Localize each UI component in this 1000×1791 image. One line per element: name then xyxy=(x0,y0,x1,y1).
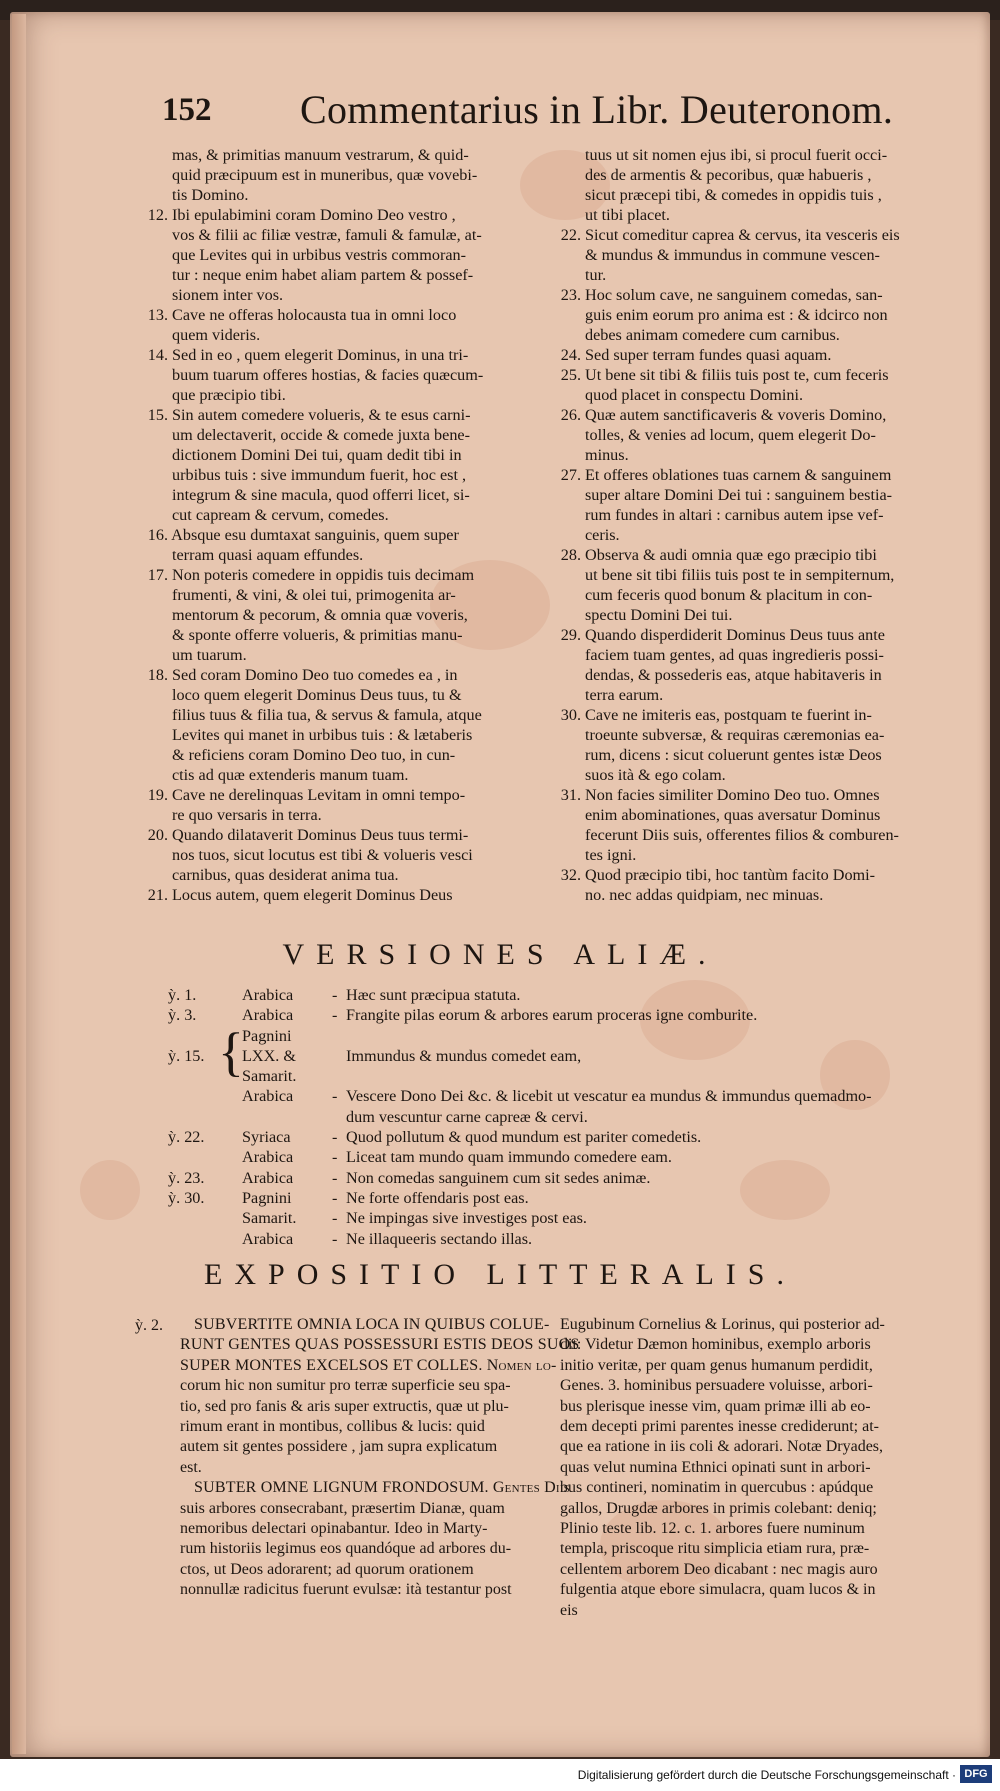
verse xyxy=(555,365,935,405)
text-line: fulgentia atque ebore simulacra, quam lucos & in xyxy=(560,1581,876,1599)
verse-line: tuus ut sit nomen ejus ibi, si procul fuerit occi- xyxy=(585,146,888,164)
verse-line: Sin autem comedere volueris, & te esus carni- xyxy=(172,406,471,424)
separator-dash: - xyxy=(332,1128,338,1147)
verse xyxy=(142,145,562,205)
verse-line: quem videris. xyxy=(172,326,261,344)
verse-line: Absque esu dumtaxat sanguinis, quem super xyxy=(171,526,459,544)
version-language: Arabica xyxy=(242,1087,294,1106)
verse-line: sionem inter vos. xyxy=(172,286,284,304)
separator-dash: - xyxy=(332,986,338,1004)
text-line: suis arbores consecrabant, præsertim Dianæ, quam xyxy=(180,1499,505,1517)
text-line: Genes. 3. hominibus persuadere voluisse, arbori- xyxy=(560,1377,873,1395)
verse-ref: ỳ. 3. xyxy=(168,1006,197,1025)
verse xyxy=(142,565,562,665)
verse-line: rum fundes in altari : carnibus autem ipse vef- xyxy=(585,506,884,524)
verse-number: 30. xyxy=(560,706,581,724)
text-line: SUBVERTITE OMNIA LOCA IN QUIBUS COLUE- xyxy=(194,1316,550,1333)
verse-line: rum, dicens : sicut coluerunt gentes istæ Deos xyxy=(585,746,882,764)
separator-dash: - xyxy=(332,1168,338,1187)
verse-line: dendas, & possederis eas, atque habitaveris in xyxy=(585,666,882,684)
verse xyxy=(555,545,935,625)
verse xyxy=(555,225,935,285)
running-head: Commentarius in Libr. Deuteronom. xyxy=(300,87,894,132)
text-line: est. xyxy=(180,1458,202,1476)
verse-line: que præcipio tibi. xyxy=(172,386,286,404)
verse-line: minus. xyxy=(585,446,629,464)
verse-line: terram quasi aquam effundes. xyxy=(172,546,364,564)
version-language: Arabica xyxy=(242,986,294,1004)
separator-dash: - xyxy=(332,1209,338,1228)
verse-line: carnibus, quas desiderat anima tua. xyxy=(172,866,399,884)
verse-line: frumenti, & vini, & olei tui, primogenita ar- xyxy=(172,586,456,604)
version-text: Non comedas sanguinem cum sit sedes animæ. xyxy=(346,1168,651,1187)
verse xyxy=(142,305,562,345)
verse-line: guis enim eorum pro anima est : & idcirco non xyxy=(585,306,888,324)
verse xyxy=(142,665,562,785)
verse-number: 17. xyxy=(147,566,168,584)
version-text: Ne impingas sive investiges post eas. xyxy=(346,1209,587,1228)
version-text: dum vescuntur carne capreæ & cervi. xyxy=(346,1107,588,1126)
separator-dash: - xyxy=(332,1188,338,1207)
text-line: rimum erant in montibus, collibus & lucis: quid xyxy=(180,1418,485,1436)
verse-number: 13. xyxy=(147,306,168,324)
text-line: Plinio teste lib. 12. c. 1. arbores fuere numinum xyxy=(560,1520,865,1538)
verse-ref: ỳ. 1. xyxy=(168,986,197,1004)
text-line: dit: Videtur Dæmon hominibus, exemplo arboris xyxy=(560,1336,871,1354)
version-language: Pagnini xyxy=(242,1188,292,1207)
verse-ref: ỳ. 22. xyxy=(168,1128,205,1147)
text-line: tio, sed pro fanis & aris super extructis, quæ ut plu- xyxy=(180,1397,509,1415)
verse-line: spectu Domini Dei tui. xyxy=(585,606,733,624)
verse-line: & reficiens coram Domino Deo tuo, in cun- xyxy=(172,746,456,764)
verse-line: quod placet in conspectu Domini. xyxy=(585,386,804,404)
footer-credit: Digitalisierung gefördert durch die Deutsche Forschungsgemeinschaft · xyxy=(577,1768,956,1782)
text-line: nemoribus delectari opinabantur. Ideo in Marty- xyxy=(180,1520,488,1538)
verse-line: cut capream & cervum, comedes. xyxy=(172,506,389,524)
text-line: SUPER MONTES EXCELSOS ET COLLES. Nomen lo- xyxy=(180,1356,557,1374)
verse-line: quid præcipuum est in muneribus, quæ vovebi- xyxy=(172,166,478,184)
separator-dash: - xyxy=(332,1006,338,1025)
version-text: Immundus & mundus comedet eam, xyxy=(346,1046,582,1065)
text-line: ctos, ut Deos adorarent; ad quorum orationem xyxy=(180,1560,474,1578)
verse-line: um tuarum. xyxy=(172,646,247,664)
verse-line: tolles, & venies ad locum, quem elegerit Do- xyxy=(585,426,876,444)
verse-line: faciem tuam gentes, ad quas ingredieris possi- xyxy=(585,646,884,664)
verse-line: tes igni. xyxy=(585,846,637,864)
version-row xyxy=(160,1005,920,1025)
version-row xyxy=(160,1188,920,1208)
digitization-footer xyxy=(0,1759,1000,1791)
page-gutter-edge xyxy=(12,14,26,1754)
version-text: Quod pollutum & quod mundum est pariter comedetis. xyxy=(346,1128,702,1147)
verse-line: terra earum. xyxy=(585,686,664,704)
text-line: templa, priscoque ritu simplicia etiam rura, præ- xyxy=(560,1540,870,1558)
verse-line: vos & filii ac filiæ vestræ, famuli & famulæ, at- xyxy=(172,226,482,244)
verse-line: fecerunt Diis suis, offerentes filios & comburen- xyxy=(585,826,899,844)
version-row xyxy=(160,1229,920,1249)
verse-line: ut bene sit tibi filiis tuis post te in sempiternum, xyxy=(585,566,895,584)
text-line: dem decepti primi parentes inesse crediderunt; at- xyxy=(560,1418,879,1436)
version-text: Vescere Dono Dei &c. & licebit ut vescatur ea mundus & immundus quemadmo- xyxy=(346,1087,872,1106)
verse-line: loco quem elegerit Dominus Deus tuus, tu & xyxy=(172,686,462,704)
verse-line: Ibi epulabimini coram Domino Deo vestro , xyxy=(172,206,456,224)
verse-line: urbibus tuis : sive immundum fuerit, hoc est , xyxy=(172,466,467,484)
verse-line: Quando disperdiderit Dominus Deus tuus ante xyxy=(585,626,885,644)
separator-dash: - xyxy=(332,1148,338,1167)
verse-line: Cave ne imiteris eas, postquam te fuerint in- xyxy=(585,706,872,724)
verse-line: Sed super terram fundes quasi aquam. xyxy=(585,346,832,364)
verse xyxy=(555,865,935,905)
version-text: Hæc sunt præcipua statuta. xyxy=(346,986,521,1004)
verse-line: & mundus & immundus in commune vescen- xyxy=(585,246,880,264)
text-line: que ea ratione in iis coli & adorari. Notæ Dryades, xyxy=(560,1438,884,1456)
verse-line: filius tuus & filia tua, & servus & famula, atque xyxy=(172,706,482,724)
verse-line: que Levites qui in urbibus vestris commoran- xyxy=(172,246,467,264)
verse-line: des de armentis & pecoribus, quæ habueris , xyxy=(585,166,872,184)
expositio-title: EXPOSITIO LITTERALIS. xyxy=(204,1258,796,1291)
verse-line: Ut bene sit tibi & filiis tuis post te, cum feceris xyxy=(585,366,889,384)
text-line: RUNT GENTES QUAS POSSESSURI ESTIS DEOS SUOS xyxy=(180,1336,580,1354)
verse xyxy=(555,405,935,465)
verse xyxy=(555,705,935,785)
expositio-ref: ỳ. 2. xyxy=(135,1317,163,1334)
verse-number: 20. xyxy=(147,826,168,844)
verse-line: Cave ne derelinquas Levitam in omni tempo- xyxy=(172,786,466,804)
verse xyxy=(142,785,562,825)
version-row xyxy=(160,985,920,1005)
verse-line: troeunte subversæ, & requiras cæremonias ea- xyxy=(585,726,885,744)
verse-number: 15. xyxy=(147,406,168,424)
version-row xyxy=(160,1026,920,1046)
verse-line: super altare Domini Dei tui : sanguinem bestia- xyxy=(585,486,893,504)
page-number: 152 xyxy=(162,92,212,128)
verse-line: Quando dilataverit Dominus Deus tuus termi- xyxy=(172,826,469,844)
verse-number: 12. xyxy=(147,206,168,224)
verse-line: Sed coram Domino Deo tuo comedes ea , in xyxy=(172,666,458,684)
verse-line: um delectaverit, occide & comede juxta bene- xyxy=(172,426,470,444)
verse xyxy=(142,345,562,405)
verse-line: mentorum & pecorum, & omnia quæ voveris, xyxy=(172,606,468,624)
version-language: Pagnini xyxy=(242,1026,292,1045)
verse xyxy=(142,825,562,885)
verse-line: Quæ autem sanctificaveris & voveris Domino, xyxy=(585,406,887,424)
verse-line: buum tuarum offeres hostias, & facies quæcum- xyxy=(172,366,484,384)
verse-line: Levites qui manet in urbibus tuis : & lætaberis xyxy=(172,726,473,744)
separator-dash: - xyxy=(332,1087,338,1106)
version-text: Liceat tam mundo quam immundo comedere eam. xyxy=(346,1148,672,1167)
verse-line: Sed in eo , quem elegerit Dominus, in una tri- xyxy=(172,346,469,364)
version-language: Samarit. xyxy=(242,1067,297,1086)
verse-line: Cave ne offeras holocausta tua in omni loco xyxy=(172,306,457,324)
text-line: gallos, Drugdæ arbores in primis colebant: deniq; xyxy=(560,1499,877,1517)
verse-number: 14. xyxy=(147,346,168,364)
verse xyxy=(555,785,935,865)
text-line: eis xyxy=(560,1601,578,1619)
text-line: Eugubinum Cornelius & Lorinus, qui posterior ad- xyxy=(560,1316,885,1333)
text-line: SUBTER OMNE LIGNUM FRONDOSUM. Gentes Diis xyxy=(194,1479,570,1497)
version-text: Ne illaqueeris sectando illas. xyxy=(346,1229,533,1248)
verse xyxy=(555,465,935,545)
verse-number: 27. xyxy=(560,466,581,484)
verse-line: no. nec addas quidpiam, nec minuas. xyxy=(585,886,824,904)
verse-number: 18. xyxy=(147,666,168,684)
text-line: initio veritæ, per quam genus humanum perdidit, xyxy=(560,1356,873,1374)
verse-line: tis Domino. xyxy=(172,186,249,204)
version-text: Frangite pilas eorum & arbores earum proceras igne comburite. xyxy=(346,1006,758,1025)
version-row xyxy=(160,1066,920,1086)
verse-line: Observa & audi omnia quæ ego præcipio tibi xyxy=(585,546,877,564)
left-column xyxy=(142,145,562,905)
version-row xyxy=(160,1127,920,1147)
version-row xyxy=(160,1147,920,1167)
verse-line: nos tuos, sicut locutus est tibi & volueris vesci xyxy=(172,846,473,864)
verse-number: 25. xyxy=(560,366,581,384)
verse-line: Non facies similiter Domino Deo tuo. Omnes xyxy=(585,786,880,804)
verse-line: mas, & primitias manuum vestrarum, & quid- xyxy=(172,146,469,164)
verse xyxy=(555,285,935,345)
verse-number: 22. xyxy=(560,226,581,244)
verse xyxy=(142,885,562,905)
verse-line: debes animam comedere cum carnibus. xyxy=(585,326,840,344)
verse-ref: ỳ. 30. xyxy=(168,1188,205,1207)
expositio-left-column xyxy=(180,1315,580,1601)
verse-number: 16. xyxy=(147,526,168,544)
versiones-table xyxy=(160,985,920,1249)
verse-line: Sicut comeditur caprea & cervus, ita vesceris eis xyxy=(585,226,900,244)
verse-number: 23. xyxy=(560,286,581,304)
version-language: Arabica xyxy=(242,1148,294,1167)
verse-line: ut tibi placet. xyxy=(585,206,670,224)
version-language: Arabica xyxy=(242,1229,294,1248)
verse-number: 29. xyxy=(560,626,581,644)
verse xyxy=(555,145,935,225)
brace-glyph: { xyxy=(218,1022,244,1082)
verse-number: 19. xyxy=(147,786,168,804)
verse-number: 21. xyxy=(147,886,168,904)
version-language: Syriaca xyxy=(242,1128,291,1147)
stain xyxy=(80,1160,140,1220)
version-language: Samarit. xyxy=(242,1209,297,1228)
verse-line: sicut præcepi tibi, & comedes in oppidis tuis , xyxy=(585,186,882,204)
verse-line: integrum & sine macula, quod offerri licet, si- xyxy=(172,486,470,504)
versiones-title: VERSIONES ALIÆ. xyxy=(282,938,718,971)
text-line: rum historiis legimus eos quandóque ad arbores du- xyxy=(180,1540,512,1558)
verse-ref: ỳ. 23. xyxy=(168,1168,205,1187)
verse-line: & sponte offerre volueris, & primitias manu- xyxy=(172,626,463,644)
verse-line: cum feceris quod bonum & placitum in con- xyxy=(585,586,873,604)
verse-line: dictionem Domini Dei tui, quam dedit tibi in xyxy=(172,446,462,464)
version-row xyxy=(160,1208,920,1228)
verse-line: ctis ad quæ extenderis manum tuam. xyxy=(172,766,409,784)
version-language: LXX. & xyxy=(242,1046,296,1065)
version-text: Ne forte offendaris post eas. xyxy=(346,1188,529,1207)
verse-line: Et offeres oblationes tuas carnem & sanguinem xyxy=(585,466,892,484)
version-row xyxy=(160,1086,920,1106)
verse xyxy=(555,625,935,705)
version-row xyxy=(160,1168,920,1188)
verse-ref: ỳ. 15. xyxy=(168,1046,205,1065)
text-line: quas velut numina Ethnici opinati sunt in arbori- xyxy=(560,1458,871,1476)
verse-number: 24. xyxy=(560,346,581,364)
verse-number: 28. xyxy=(560,546,581,564)
expositio-right-column xyxy=(560,1315,940,1621)
verse-line: Quod præcipio tibi, hoc tantùm facito Domi- xyxy=(585,866,876,884)
version-row xyxy=(160,1107,920,1127)
verse xyxy=(142,405,562,525)
verse-line: tur : neque enim habet aliam partem & possef- xyxy=(172,266,474,284)
right-column xyxy=(555,145,935,905)
dfg-logo: DFG xyxy=(960,1765,992,1783)
verse xyxy=(142,525,562,565)
verse-number: 31. xyxy=(560,786,581,804)
verse-line: Locus autem, quem elegerit Dominus Deus xyxy=(172,886,453,904)
verse-line: ceris. xyxy=(585,526,620,544)
verse xyxy=(142,205,562,305)
verse-line: enim abominationes, quas aversatur Dominus xyxy=(585,806,881,824)
version-language: Arabica xyxy=(242,1006,294,1025)
text-line: autem sit gentes possidere , jam supra explicatum xyxy=(180,1438,498,1456)
text-line: cellentem arborem Deo dicabant : nec magis auro xyxy=(560,1560,878,1578)
verse-line: Non poteris comedere in oppidis tuis decimam xyxy=(172,566,475,584)
verse-line: Hoc solum cave, ne sanguinem comedas, san- xyxy=(585,286,883,304)
page-header xyxy=(0,80,1000,140)
separator-dash: - xyxy=(332,1229,338,1248)
verse xyxy=(555,345,935,365)
verse-line: suos ità & ego colam. xyxy=(585,766,726,784)
text-line: corum hic non sumitur pro terræ superficie seu spa- xyxy=(180,1377,511,1395)
verse-number: 32. xyxy=(560,866,581,884)
verse-line: re quo versaris in terra. xyxy=(172,806,322,824)
version-row xyxy=(160,1046,920,1066)
text-line: nonnullæ radicitus fuerunt evulsæ: ità testantur post xyxy=(180,1581,512,1599)
text-line: bus plerisque inesse vim, quam primæ illi ab eo- xyxy=(560,1397,871,1415)
verse-number: 26. xyxy=(560,406,581,424)
verse-line: tur. xyxy=(585,266,607,284)
text-line: bus contineri, nominatim in quercubus : apúdque xyxy=(560,1479,874,1497)
version-language: Arabica xyxy=(242,1168,294,1187)
